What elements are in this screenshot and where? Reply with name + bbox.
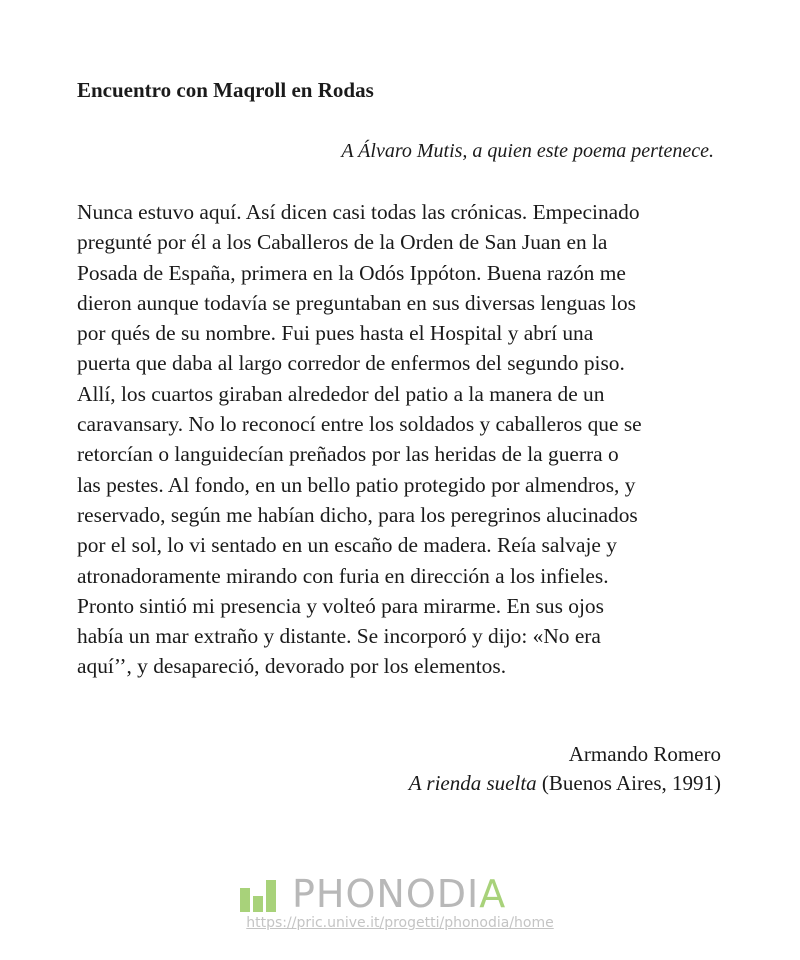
poem-body [77,197,737,682]
body-line: por el sol, lo vi sentado en un escaño de madera. Reía salvaje y [77,533,617,558]
logo-wordmark [292,872,506,916]
body-line: las pestes. Al fondo, en un bello patio protegido por almendros, y [77,472,636,497]
body-line: por qués de su nombre. Fui pues hasta el Hospital y abrí una [77,321,594,346]
poem-title: Encuentro con Maqroll en Rodas [77,78,374,102]
logo-text-main: PHONODI [292,872,480,916]
body-line: retorcían o languidecían preñados por las heridas de la guerra o [77,442,619,467]
book-publication: (Buenos Aires, 1991) [536,771,721,795]
body-line: Posada de España, primera en la Odós Ippóton. Buena razón me [77,260,626,285]
book-title: A rienda suelta [408,771,537,795]
body-line: Pronto sintió mi presencia y volteó para mirarme. En sus ojos [77,593,604,618]
phonodia-url-link[interactable]: https://pric.unive.it/progetti/phonodia/home [246,915,554,931]
body-line: puerta que daba al largo corredor de enfermos del segundo piso. [77,351,625,376]
body-line: aquí’’, y desapareció, devorado por los elementos. [77,654,507,679]
body-line: caravansary. No lo reconocí entre los soldados y caballeros que se [77,412,642,437]
body-line: dieron aunque todavía se preguntaban en sus diversas lenguas los [77,290,636,315]
author-name: Armando Romero [568,742,721,766]
dedication: A Álvaro Mutis, a quien este poema pertenece. [341,140,714,162]
book-citation [409,769,721,798]
bar-chart-icon [240,876,282,912]
body-line: Nunca estuvo aquí. Así dicen casi todas las crónicas. Empecinado [77,200,640,224]
body-line: pregunté por él a los Caballeros de la Orden de San Juan en la [77,230,608,255]
signature [409,740,721,798]
body-line: atronadoramente mirando con furia en dirección a los infieles. [77,563,609,588]
phonodia-logo [0,870,800,940]
body-line: reservado, según me habían dicho, para los peregrinos alucinados [77,502,638,527]
logo-text-accent: A [479,872,507,916]
body-line: Allí, los cuartos giraban alrededor del patio a la manera de un [77,381,605,406]
body-line: había un mar extraño y distante. Se incorporó y dijo: «No era [77,624,601,649]
